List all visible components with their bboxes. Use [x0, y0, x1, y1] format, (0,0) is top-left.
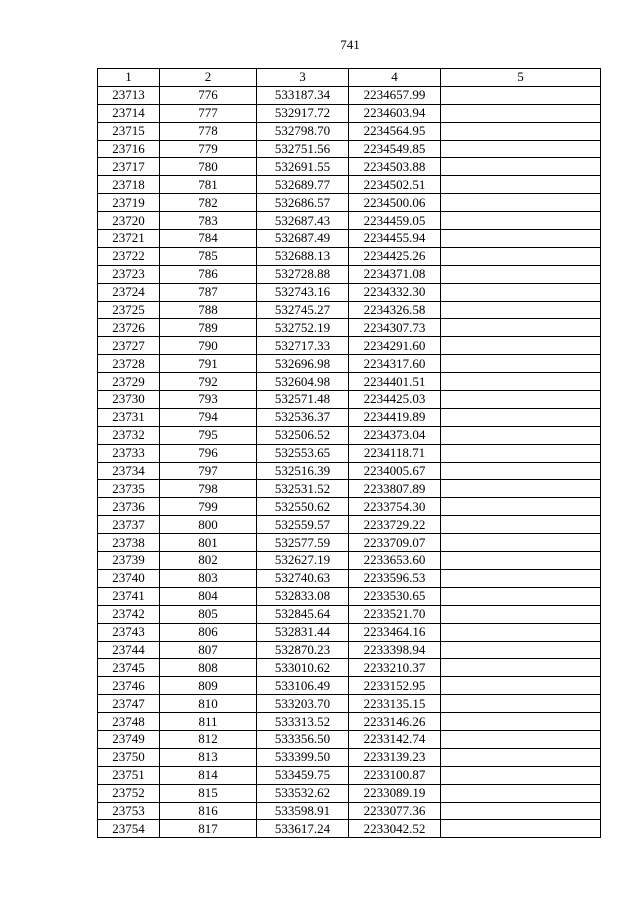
table-row	[98, 426, 601, 444]
y-coordinate-cell: 2233530.65	[349, 587, 441, 605]
vertex-number-cell: 799	[160, 498, 257, 516]
x-coordinate-cell: 532833.08	[257, 587, 349, 605]
point-id-cell: 23739	[98, 552, 160, 570]
y-coordinate-cell: 2234657.99	[349, 86, 441, 104]
y-coordinate-cell: 2233398.94	[349, 641, 441, 659]
y-coordinate-cell: 2234564.95	[349, 122, 441, 140]
vertex-number-cell: 801	[160, 534, 257, 552]
x-coordinate-cell: 532751.56	[257, 140, 349, 158]
x-coordinate-cell: 533187.34	[257, 86, 349, 104]
y-coordinate-cell: 2234118.71	[349, 444, 441, 462]
vertex-number-cell: 803	[160, 569, 257, 587]
note-cell	[441, 104, 601, 122]
table-row	[98, 247, 601, 265]
vertex-number-cell: 780	[160, 158, 257, 176]
point-id-cell: 23717	[98, 158, 160, 176]
table-row	[98, 265, 601, 283]
y-coordinate-cell: 2233142.74	[349, 730, 441, 748]
note-cell	[441, 408, 601, 426]
note-cell	[441, 86, 601, 104]
point-id-cell: 23713	[98, 86, 160, 104]
table-row	[98, 569, 601, 587]
x-coordinate-cell: 532740.63	[257, 569, 349, 587]
y-coordinate-cell: 2233210.37	[349, 659, 441, 677]
table-row	[98, 104, 601, 122]
table-row	[98, 194, 601, 212]
x-coordinate-cell: 533010.62	[257, 659, 349, 677]
y-coordinate-cell: 2234549.85	[349, 140, 441, 158]
y-coordinate-cell: 2234603.94	[349, 104, 441, 122]
note-cell	[441, 587, 601, 605]
table-row	[98, 391, 601, 409]
coordinates-table	[97, 68, 601, 838]
note-cell	[441, 552, 601, 570]
y-coordinate-cell: 2233653.60	[349, 552, 441, 570]
point-id-cell: 23733	[98, 444, 160, 462]
x-coordinate-cell: 532516.39	[257, 462, 349, 480]
point-id-cell: 23747	[98, 695, 160, 713]
x-coordinate-cell: 532506.52	[257, 426, 349, 444]
x-coordinate-cell: 532752.19	[257, 319, 349, 337]
note-cell	[441, 730, 601, 748]
point-id-cell: 23750	[98, 748, 160, 766]
y-coordinate-cell: 2233146.26	[349, 713, 441, 731]
table-row	[98, 480, 601, 498]
table-row	[98, 516, 601, 534]
table-row	[98, 301, 601, 319]
vertex-number-cell: 787	[160, 283, 257, 301]
point-id-cell: 23719	[98, 194, 160, 212]
vertex-number-cell: 778	[160, 122, 257, 140]
vertex-number-cell: 810	[160, 695, 257, 713]
point-id-cell: 23725	[98, 301, 160, 319]
point-id-cell: 23753	[98, 802, 160, 820]
vertex-number-cell: 793	[160, 391, 257, 409]
x-coordinate-cell: 532559.57	[257, 516, 349, 534]
vertex-number-cell: 789	[160, 319, 257, 337]
table-row	[98, 337, 601, 355]
y-coordinate-cell: 2234419.89	[349, 408, 441, 426]
note-cell	[441, 247, 601, 265]
vertex-number-cell: 811	[160, 713, 257, 731]
note-cell	[441, 498, 601, 516]
vertex-number-cell: 790	[160, 337, 257, 355]
point-id-cell: 23732	[98, 426, 160, 444]
table-row	[98, 498, 601, 516]
point-id-cell: 23723	[98, 265, 160, 283]
note-cell	[441, 283, 601, 301]
table-row	[98, 641, 601, 659]
note-cell	[441, 444, 601, 462]
note-cell	[441, 140, 601, 158]
note-cell	[441, 534, 601, 552]
y-coordinate-cell: 2234291.60	[349, 337, 441, 355]
vertex-number-cell: 794	[160, 408, 257, 426]
x-coordinate-cell: 532870.23	[257, 641, 349, 659]
x-coordinate-cell: 532831.44	[257, 623, 349, 641]
x-coordinate-cell: 532553.65	[257, 444, 349, 462]
point-id-cell: 23734	[98, 462, 160, 480]
note-cell	[441, 713, 601, 731]
x-coordinate-cell: 533399.50	[257, 748, 349, 766]
note-cell	[441, 194, 601, 212]
x-coordinate-cell: 532627.19	[257, 552, 349, 570]
x-coordinate-cell: 532845.64	[257, 605, 349, 623]
note-cell	[441, 176, 601, 194]
y-coordinate-cell: 2234332.30	[349, 283, 441, 301]
vertex-number-cell: 808	[160, 659, 257, 677]
x-coordinate-cell: 532531.52	[257, 480, 349, 498]
point-id-cell: 23729	[98, 373, 160, 391]
x-coordinate-cell: 532717.33	[257, 337, 349, 355]
note-cell	[441, 820, 601, 838]
table-row	[98, 748, 601, 766]
y-coordinate-cell: 2234371.08	[349, 265, 441, 283]
x-coordinate-cell: 533617.24	[257, 820, 349, 838]
vertex-number-cell: 783	[160, 212, 257, 230]
note-cell	[441, 784, 601, 802]
point-id-cell: 23722	[98, 247, 160, 265]
y-coordinate-cell: 2233596.53	[349, 569, 441, 587]
point-id-cell: 23746	[98, 677, 160, 695]
y-coordinate-cell: 2233077.36	[349, 802, 441, 820]
note-cell	[441, 355, 601, 373]
vertex-number-cell: 786	[160, 265, 257, 283]
point-id-cell: 23718	[98, 176, 160, 194]
vertex-number-cell: 815	[160, 784, 257, 802]
table-row	[98, 820, 601, 838]
vertex-number-cell: 781	[160, 176, 257, 194]
point-id-cell: 23716	[98, 140, 160, 158]
note-cell	[441, 605, 601, 623]
y-coordinate-cell: 2234425.03	[349, 391, 441, 409]
vertex-number-cell: 784	[160, 230, 257, 248]
vertex-number-cell: 776	[160, 86, 257, 104]
x-coordinate-cell: 532571.48	[257, 391, 349, 409]
y-coordinate-cell: 2233139.23	[349, 748, 441, 766]
table-row	[98, 355, 601, 373]
note-cell	[441, 677, 601, 695]
vertex-number-cell: 792	[160, 373, 257, 391]
x-coordinate-cell: 532743.16	[257, 283, 349, 301]
point-id-cell: 23754	[98, 820, 160, 838]
x-coordinate-cell: 532687.43	[257, 212, 349, 230]
y-coordinate-cell: 2233464.16	[349, 623, 441, 641]
point-id-cell: 23751	[98, 766, 160, 784]
table-row	[98, 158, 601, 176]
note-cell	[441, 569, 601, 587]
vertex-number-cell: 802	[160, 552, 257, 570]
table-body	[98, 86, 601, 837]
note-cell	[441, 230, 601, 248]
column-header-3: 3	[257, 69, 349, 87]
x-coordinate-cell: 532798.70	[257, 122, 349, 140]
table-row	[98, 659, 601, 677]
table-row	[98, 462, 601, 480]
point-id-cell: 23741	[98, 587, 160, 605]
y-coordinate-cell: 2233042.52	[349, 820, 441, 838]
y-coordinate-cell: 2233089.19	[349, 784, 441, 802]
y-coordinate-cell: 2233807.89	[349, 480, 441, 498]
y-coordinate-cell: 2234373.04	[349, 426, 441, 444]
x-coordinate-cell: 532688.13	[257, 247, 349, 265]
vertex-number-cell: 814	[160, 766, 257, 784]
x-coordinate-cell: 533459.75	[257, 766, 349, 784]
column-header-2: 2	[160, 69, 257, 87]
x-coordinate-cell: 532577.59	[257, 534, 349, 552]
point-id-cell: 23720	[98, 212, 160, 230]
vertex-number-cell: 812	[160, 730, 257, 748]
point-id-cell: 23730	[98, 391, 160, 409]
vertex-number-cell: 816	[160, 802, 257, 820]
x-coordinate-cell: 532691.55	[257, 158, 349, 176]
table-row	[98, 408, 601, 426]
note-cell	[441, 623, 601, 641]
point-id-cell: 23721	[98, 230, 160, 248]
point-id-cell: 23737	[98, 516, 160, 534]
note-cell	[441, 659, 601, 677]
point-id-cell: 23740	[98, 569, 160, 587]
note-cell	[441, 641, 601, 659]
x-coordinate-cell: 532917.72	[257, 104, 349, 122]
table-row	[98, 86, 601, 104]
vertex-number-cell: 798	[160, 480, 257, 498]
x-coordinate-cell: 533532.62	[257, 784, 349, 802]
table-row	[98, 122, 601, 140]
vertex-number-cell: 795	[160, 426, 257, 444]
point-id-cell: 23731	[98, 408, 160, 426]
x-coordinate-cell: 532696.98	[257, 355, 349, 373]
y-coordinate-cell: 2233754.30	[349, 498, 441, 516]
note-cell	[441, 695, 601, 713]
vertex-number-cell: 788	[160, 301, 257, 319]
vertex-number-cell: 777	[160, 104, 257, 122]
y-coordinate-cell: 2234401.51	[349, 373, 441, 391]
x-coordinate-cell: 533356.50	[257, 730, 349, 748]
note-cell	[441, 516, 601, 534]
point-id-cell: 23715	[98, 122, 160, 140]
note-cell	[441, 426, 601, 444]
point-id-cell: 23743	[98, 623, 160, 641]
note-cell	[441, 212, 601, 230]
note-cell	[441, 265, 601, 283]
vertex-number-cell: 797	[160, 462, 257, 480]
table-row	[98, 677, 601, 695]
table-row	[98, 373, 601, 391]
x-coordinate-cell: 533106.49	[257, 677, 349, 695]
table-row	[98, 319, 601, 337]
table-row	[98, 784, 601, 802]
vertex-number-cell: 809	[160, 677, 257, 695]
point-id-cell: 23714	[98, 104, 160, 122]
y-coordinate-cell: 2234317.60	[349, 355, 441, 373]
point-id-cell: 23736	[98, 498, 160, 516]
table-row	[98, 140, 601, 158]
vertex-number-cell: 800	[160, 516, 257, 534]
column-header-4: 4	[349, 69, 441, 87]
note-cell	[441, 802, 601, 820]
table-row	[98, 766, 601, 784]
x-coordinate-cell: 532728.88	[257, 265, 349, 283]
vertex-number-cell: 791	[160, 355, 257, 373]
table-header-row	[98, 69, 601, 87]
table-row	[98, 230, 601, 248]
vertex-number-cell: 785	[160, 247, 257, 265]
x-coordinate-cell: 532686.57	[257, 194, 349, 212]
x-coordinate-cell: 532687.49	[257, 230, 349, 248]
note-cell	[441, 391, 601, 409]
note-cell	[441, 373, 601, 391]
vertex-number-cell: 796	[160, 444, 257, 462]
note-cell	[441, 122, 601, 140]
y-coordinate-cell: 2233135.15	[349, 695, 441, 713]
x-coordinate-cell: 532604.98	[257, 373, 349, 391]
vertex-number-cell: 804	[160, 587, 257, 605]
point-id-cell: 23752	[98, 784, 160, 802]
point-id-cell: 23726	[98, 319, 160, 337]
x-coordinate-cell: 532536.37	[257, 408, 349, 426]
note-cell	[441, 748, 601, 766]
table-row	[98, 730, 601, 748]
table-row	[98, 623, 601, 641]
point-id-cell: 23728	[98, 355, 160, 373]
table-row	[98, 587, 601, 605]
point-id-cell: 23735	[98, 480, 160, 498]
table-row	[98, 605, 601, 623]
point-id-cell: 23724	[98, 283, 160, 301]
point-id-cell: 23727	[98, 337, 160, 355]
point-id-cell: 23742	[98, 605, 160, 623]
column-header-1: 1	[98, 69, 160, 87]
y-coordinate-cell: 2233521.70	[349, 605, 441, 623]
y-coordinate-cell: 2234459.05	[349, 212, 441, 230]
x-coordinate-cell: 533598.91	[257, 802, 349, 820]
table-row	[98, 802, 601, 820]
note-cell	[441, 158, 601, 176]
table-row	[98, 534, 601, 552]
y-coordinate-cell: 2234425.26	[349, 247, 441, 265]
y-coordinate-cell: 2234005.67	[349, 462, 441, 480]
x-coordinate-cell: 532550.62	[257, 498, 349, 516]
table-row	[98, 552, 601, 570]
y-coordinate-cell: 2233729.22	[349, 516, 441, 534]
y-coordinate-cell: 2234500.06	[349, 194, 441, 212]
x-coordinate-cell: 533203.70	[257, 695, 349, 713]
x-coordinate-cell: 532689.77	[257, 176, 349, 194]
x-coordinate-cell: 532745.27	[257, 301, 349, 319]
vertex-number-cell: 806	[160, 623, 257, 641]
y-coordinate-cell: 2234326.58	[349, 301, 441, 319]
page-number: 741	[340, 37, 360, 52]
point-id-cell: 23748	[98, 713, 160, 731]
vertex-number-cell: 817	[160, 820, 257, 838]
note-cell	[441, 462, 601, 480]
point-id-cell: 23745	[98, 659, 160, 677]
vertex-number-cell: 805	[160, 605, 257, 623]
table-row	[98, 212, 601, 230]
point-id-cell: 23749	[98, 730, 160, 748]
note-cell	[441, 480, 601, 498]
vertex-number-cell: 779	[160, 140, 257, 158]
column-header-5: 5	[441, 69, 601, 87]
y-coordinate-cell: 2234503.88	[349, 158, 441, 176]
y-coordinate-cell: 2233152.95	[349, 677, 441, 695]
point-id-cell: 23744	[98, 641, 160, 659]
y-coordinate-cell: 2233709.07	[349, 534, 441, 552]
note-cell	[441, 301, 601, 319]
vertex-number-cell: 782	[160, 194, 257, 212]
y-coordinate-cell: 2234502.51	[349, 176, 441, 194]
y-coordinate-cell: 2234307.73	[349, 319, 441, 337]
note-cell	[441, 766, 601, 784]
y-coordinate-cell: 2233100.87	[349, 766, 441, 784]
y-coordinate-cell: 2234455.94	[349, 230, 441, 248]
vertex-number-cell: 807	[160, 641, 257, 659]
table-row	[98, 713, 601, 731]
table-row	[98, 695, 601, 713]
note-cell	[441, 337, 601, 355]
point-id-cell: 23738	[98, 534, 160, 552]
note-cell	[441, 319, 601, 337]
x-coordinate-cell: 533313.52	[257, 713, 349, 731]
table-row	[98, 283, 601, 301]
vertex-number-cell: 813	[160, 748, 257, 766]
table-row	[98, 444, 601, 462]
table-row	[98, 176, 601, 194]
